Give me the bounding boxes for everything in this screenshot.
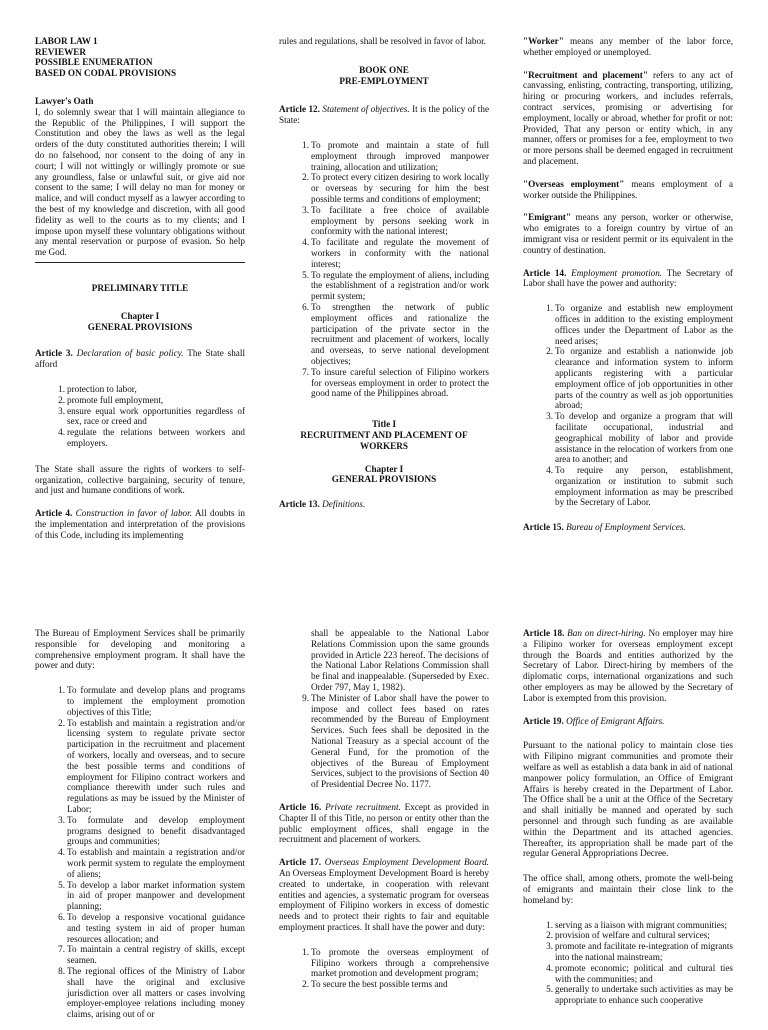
definition-recruitment <box>523 70 733 167</box>
preliminary-title: PRELIMINARY TITLE <box>91 282 189 293</box>
article-12 <box>279 104 489 126</box>
article-text: All doubts in the implementation and interpretation of the provisions of this Code, including its implementing <box>35 508 246 540</box>
article-label: Article 15. <box>523 522 564 533</box>
list-item: 3. To formulate and develop employment programs designed to benefit disadvantaged groups and communities; <box>58 814 245 847</box>
chapter-label: Chapter I <box>364 463 404 474</box>
article-14 <box>523 268 733 290</box>
list-item: 4. To establish and maintain a registration and/or work permit system to regulate the employment of aliens; <box>58 847 245 879</box>
article-3 <box>35 348 245 370</box>
continuation-text: rules and regulations, shall be resolved in favor of labor. <box>279 36 486 46</box>
article-label: Article 18. <box>523 628 565 638</box>
list-item: 4. To facilitate and regulate the movement of workers in conformity with the national interest; <box>302 237 489 269</box>
list-item: 1. serving as a liaison with migrant communities; <box>546 919 727 930</box>
list-item: 2. To establish and maintain a registration and/or licensing system to regulate private sector participation in the recruitment and placement of workers, locally and overseas, and to secure the best possible terms and conditions of employment for Filipino contract workers and compliance therewith under such rules and regulations as may be issued by the Minister of Labor; <box>58 717 245 814</box>
list-item: 6. To develop a responsive vocational guidance and testing system in aid of proper human resources allocation; and <box>58 911 245 944</box>
list-item: 5. To regulate the employment of aliens, including the establishment of a registration and/or work permit system; <box>302 269 489 302</box>
article-3-list <box>35 384 245 449</box>
article-label: Article 14. <box>523 267 567 278</box>
column-2-bottom <box>279 628 489 1000</box>
article-label: Article 12. <box>279 104 320 115</box>
article-label: Article 3. <box>35 348 73 359</box>
article-title: Definitions. <box>322 499 366 510</box>
term: "Worker" <box>523 36 564 46</box>
list-item: 7. To insure careful selection of Filipino workers for overseas employment in order to protect the good name of the Philippines abroad. <box>302 366 489 399</box>
list-item: 2. To secure the best possible terms and <box>302 979 448 990</box>
article-19-text: Pursuant to the national policy to maintain close ties with Filipino migrant communities and promote their welfare as well as establish a data bank in aid of national manpower policy formulation, an Office of Emigrant Affairs is hereby created in the Department of Labor. The Office shall be a unit at the Office of the Secretary and shall initially be manned and operated by such personnel and through such funding as are available within the Department and its attached agencies. Thereafter, its appropriation shall be made part of the regular General Appropriations Decree. <box>523 740 733 859</box>
list-item: 1. To promote the overseas employment of Filipino workers through a comprehensive market promotion and development program; <box>302 946 489 979</box>
article-15 <box>523 522 733 533</box>
article-title: Ban on direct-hiring. <box>567 628 646 638</box>
column-3-top <box>523 36 733 542</box>
list-item: 2. promote full employment, <box>58 394 164 405</box>
column-1-top <box>35 36 245 550</box>
definition: refers to any act of canvassing, enlisting, contracting, transporting, utilizing, hiring or procuring workers, and includes referrals, contract services, promising or advertising for employment, locally or abroad, whether for profit or not: Provided, That any person or entity which, in any manner, offers or promises for a fee, employment to two or more persons shall be deemed engaged in recruitment and placement. <box>523 69 734 166</box>
book-name: PRE-EMPLOYMENT <box>339 75 429 86</box>
chapter-name: GENERAL PROVISIONS <box>331 474 437 485</box>
definition: means any member of the labor force, whether employed or unemployed. <box>523 36 733 57</box>
article-19-list <box>523 920 733 1006</box>
oath-title: Lawyer's Oath <box>35 96 94 106</box>
column-2-top <box>279 36 489 519</box>
title-label: Title I <box>371 419 397 430</box>
article-label: Article 19. <box>523 715 564 726</box>
article-title: Office of Emigrant Affairs. <box>566 715 665 726</box>
article-label: Article 4. <box>35 508 73 519</box>
article-text: No employer may hire a Filipino worker for overseas employment except through the Boards and entities authorized by the Secretary of Labor. Direct-hiring by members of the diplomatic corps, international organizations and such other employers as may be allowed by the Secretary of Labor is exempted from this provision. <box>523 628 734 703</box>
bureau-duties-list <box>35 685 245 1020</box>
definition: means any person, worker or otherwise, who emigrates to a foreign country by virtue of an immigrant visa or resident permit or its equivalent in the country of destination. <box>523 212 733 255</box>
list-item: 2. To organize and establish a nationwide job clearance and information system to inform applicants registering with a particular employment office of job opportunities in other parts of the country as well as job opportunities abroad; <box>546 346 733 411</box>
list-item: 3. ensure equal work opportunities regardless of sex, race or creed and <box>58 405 245 427</box>
definition-overseas <box>523 179 733 201</box>
article-title: Employment promotion. <box>571 267 663 278</box>
list-item: 6. To strengthen the network of public employment offices and rationalize the participation of the private sector in the recruitment and placement of workers, locally and overseas, to serve national development objectives; <box>302 301 489 366</box>
list-item: 3. To facilitate a free choice of available employment by persons seeking work in conformity with the national interest; <box>302 204 489 237</box>
continuation-text: shall be appealable to the National Labor Relations Commission upon the same grounds provided in Article 223 hereof. The decisions of the National Labor Relations Commission shall be final and inappealable. (Superseded by Exec. Order 797, May 1, 1982). <box>311 628 489 692</box>
article-title: Construction in favor of labor. <box>75 508 192 519</box>
list-item: 8. The regional offices of the Ministry of Labor shall have the original and exclusive jurisdiction over all matters or cases involving employer-employee relations including money claims, arising out of or <box>58 965 245 1020</box>
article-16 <box>279 802 489 845</box>
bureau-intro: The Bureau of Employment Services shall be primarily responsible for developing and monitoring a comprehensive employment program. It shall have the power and duty: <box>35 628 245 671</box>
list-item: 1. To formulate and develop plans and programs to implement the employment promotion objectives of this Title; <box>58 685 245 717</box>
article-17 <box>279 857 489 933</box>
chapter-label: Chapter I <box>120 310 160 321</box>
header-line: LABOR LAW 1 <box>35 36 98 46</box>
article-label: Article 13. <box>279 499 320 510</box>
article-title: Declaration of basic policy. <box>76 348 184 359</box>
list-item: 1. To promote and maintain a state of full employment through improved manpower training, allocation and utilization; <box>302 139 489 172</box>
article-4 <box>35 508 245 540</box>
article-text: The State shall afford <box>35 348 245 370</box>
chapter-name: GENERAL PROVISIONS <box>87 321 193 332</box>
article-18 <box>523 628 733 704</box>
oath-text: I, do solemnly swear that I will maintain allegiance to the Republic of the Philippines, I will support the Constitution and obey the laws as well as the legal orders of the duty constituted authorities therein; I will do no falsehood, nor consent to the doing of any in court; I will not wittingly or willingly promote or sue any groundless, false or unlawful suit, or give aid nor consent to the same; I will delay no man for money or malice, and will conduct myself as a lawyer according to the best of my knowledge and discretion, with all good fidelity as well to the courts as to my clients; and I impose upon myself these voluntary obligations without any mental reservation or purpose of evasion. So help me God. <box>35 106 245 258</box>
term: "Recruitment and placement" <box>523 69 648 80</box>
term: "Overseas employment" <box>523 178 625 189</box>
article-17-list <box>279 947 489 990</box>
list-item: 1. To organize and establish new employment offices in addition to the existing employment offices under the Department of Labor as the need arises; <box>546 303 733 346</box>
definition: means employment of a worker outside the Philippines. <box>523 178 733 200</box>
list-item: 4. regulate the relations between workers and employers. <box>58 427 245 448</box>
bureau-duties-list-cont <box>279 693 489 790</box>
chapter-heading <box>279 464 489 486</box>
divider <box>35 262 245 263</box>
header-line: REVIEWER <box>35 46 87 57</box>
header-line: BASED ON CODAL PROVISIONS <box>35 67 177 78</box>
article-3-after: The State shall assure the rights of workers to self-organization, collective bargaining, security of tenure, and just and humane conditions of work. <box>35 463 245 496</box>
list-item: 3. To develop and organize a program that will facilitate occupational, industrial and geographical mobility of labor and provide assistance in the relocation of workers from one area to another; and <box>546 411 733 465</box>
article-label: Article 16. <box>279 801 322 812</box>
article-text: It is the policy of the State: <box>279 104 490 126</box>
article-title: Statement of objectives. <box>322 104 410 115</box>
book-label: BOOK ONE <box>359 64 409 75</box>
article-label: Article 17. <box>279 857 322 868</box>
list-item: 5. generally to undertake such activities as may be appropriate to enhance such cooperative <box>546 984 733 1006</box>
list-item: 9. The Minister of Labor shall have the power to impose and collect fees based on rates recommended by the Bureau of Employment Services. Such fees shall be deposited in the National Treasury as a special account of the General Fund, for the promotion of the objectives of the Bureau of Employment Services, subject to the provisions of Section 40 of Presidential Decree No. 1177. <box>302 692 489 790</box>
article-title: Private recruitment. <box>325 801 401 812</box>
article-19 <box>523 716 733 727</box>
list-item: 5. To develop a labor market information system in aid of proper manpower and development planning; <box>58 879 245 912</box>
book-heading <box>279 65 489 87</box>
definition-emigrant <box>523 212 733 255</box>
article-12-list <box>279 140 489 399</box>
term: "Emigrant" <box>523 212 571 223</box>
column-1-bottom <box>35 628 245 1030</box>
chapter-heading <box>35 311 245 333</box>
article-19-text-2: The office shall, among others, promote the well-being of emigrants and maintain their close link to the homeland by: <box>523 873 733 905</box>
header-line: POSSIBLE ENUMERATION <box>35 57 153 67</box>
title-name: RECRUITMENT AND PLACEMENT OF WORKERS <box>300 429 468 451</box>
article-text: An Overseas Employment Development Board is hereby created to undertake, in cooperation with relevant entities and agencies, a systematic program for overseas employment of Filipino workers in excess of domestic needs and to protect their rights to fair and equitable employment practices. It shall have the power and duty: <box>279 867 489 932</box>
list-item: 4. promote economic; political and cultural ties with the communities; and <box>546 962 733 984</box>
list-item: 3. promote and facilitate re-integration of migrants into the national mainstream; <box>546 941 733 962</box>
list-item: 4. To require any person, establishment, organization or institution to submit such employment information as may be prescribed by the Secretary of Labor. <box>546 465 733 508</box>
list-item: 2. To protect every citizen desiring to work locally or overseas by securing for him the best possible terms and conditions of employment; <box>302 172 489 204</box>
title-heading <box>279 419 489 451</box>
document-header <box>35 36 245 78</box>
article-13 <box>279 499 489 510</box>
definition-worker <box>523 36 733 58</box>
list-item: 7. To maintain a central registry of skills, except seamen. <box>58 944 245 966</box>
list-item: 2. provision of welfare and cultural services; <box>546 930 710 941</box>
column-3-bottom <box>523 628 733 1016</box>
article-title: Overseas Employment Development Board. <box>324 857 489 868</box>
article-14-list <box>523 303 733 508</box>
article-title: Bureau of Employment Services. <box>566 522 686 533</box>
article-text: The Secretary of Labor shall have the power and authority: <box>523 267 733 289</box>
article-text: Except as provided in Chapter II of this Title, no person or entity other than the public employment offices, shall engage in the recruitment and placement of workers. <box>279 801 490 845</box>
list-item: 1. protection to labor, <box>58 383 137 394</box>
